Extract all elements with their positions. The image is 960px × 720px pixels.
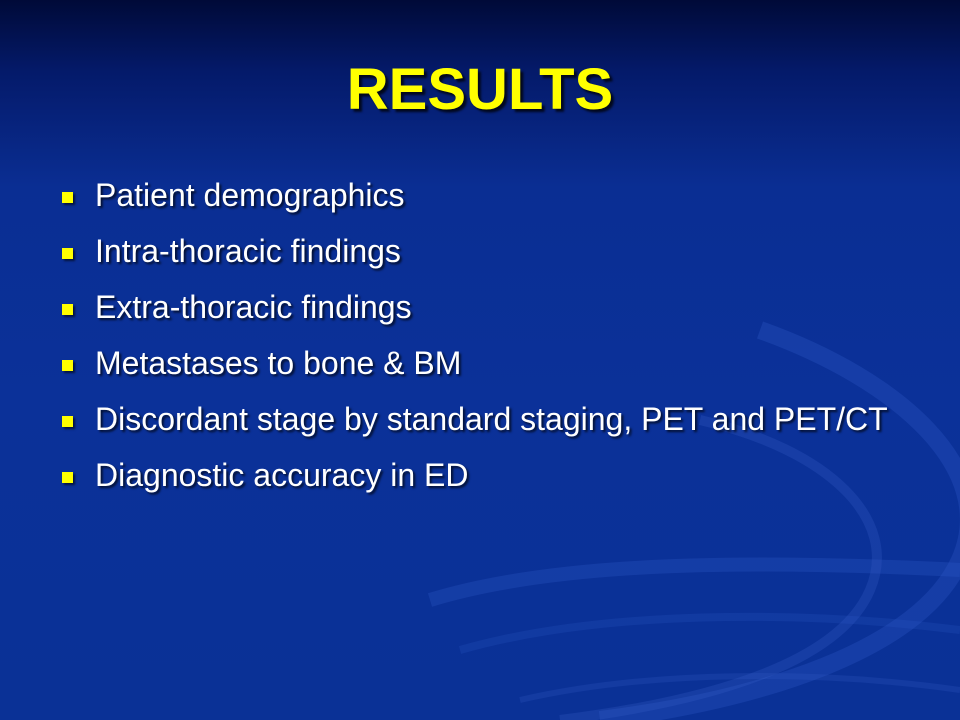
bullet-text: Patient demographics	[95, 177, 405, 213]
bullet-item	[62, 456, 912, 494]
bullet-text: Intra-thoracic findings	[95, 233, 401, 269]
bullet-text: Diagnostic accuracy in ED	[95, 457, 469, 493]
square-bullet-icon	[62, 360, 73, 371]
square-bullet-icon	[62, 248, 73, 259]
bullet-item	[62, 344, 912, 382]
bullet-item	[62, 176, 912, 214]
bullet-item	[62, 232, 912, 270]
slide-title: RESULTS	[346, 57, 614, 122]
bullet-text: Discordant stage by standard staging, PET and PET/CT	[95, 401, 888, 437]
bullet-item	[62, 400, 912, 438]
square-bullet-icon	[62, 304, 73, 315]
bullet-text: Extra-thoracic findings	[95, 289, 412, 325]
bullet-list	[62, 176, 912, 512]
square-bullet-icon	[62, 416, 73, 427]
bullet-text: Metastases to bone & BM	[95, 345, 462, 381]
square-bullet-icon	[62, 472, 73, 483]
square-bullet-icon	[62, 192, 73, 203]
bullet-item	[62, 288, 912, 326]
